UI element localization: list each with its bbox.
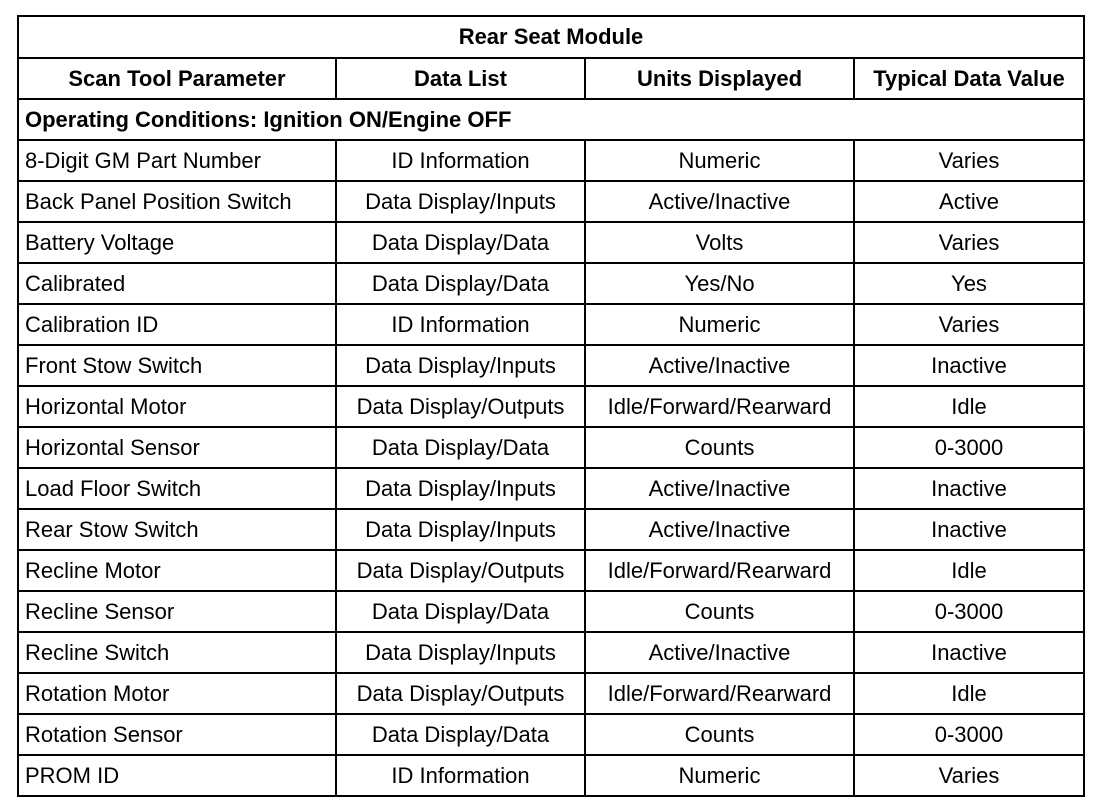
cell-units: Active/Inactive: [584, 510, 853, 549]
table-row: [19, 549, 1083, 590]
cell-units: Active/Inactive: [584, 346, 853, 385]
cell-units: Yes/No: [584, 264, 853, 303]
table-row: [19, 180, 1083, 221]
cell-parameter: Load Floor Switch: [25, 475, 202, 501]
table-row: [19, 467, 1083, 508]
cell-units: Counts: [584, 715, 853, 754]
table-row: [19, 139, 1083, 180]
cell-parameter: Back Panel Position Switch: [25, 188, 292, 214]
header-typical-data-value: Typical Data Value: [853, 59, 1083, 98]
cell-data-list: Data Display/Data: [335, 592, 584, 631]
cell-data-list: Data Display/Data: [335, 264, 584, 303]
cell-parameter: Recline Switch: [25, 639, 170, 665]
cell-parameter: Recline Sensor: [25, 598, 175, 624]
cell-units: Numeric: [584, 141, 853, 180]
table-row: [19, 631, 1083, 672]
table-row: [19, 672, 1083, 713]
cell-typical-value: 0-3000: [853, 715, 1083, 754]
cell-units: Counts: [584, 428, 853, 467]
cell-parameter: Horizontal Sensor: [25, 434, 200, 460]
cell-typical-value: Inactive: [853, 510, 1083, 549]
cell-units: Active/Inactive: [584, 633, 853, 672]
cell-units: Numeric: [584, 305, 853, 344]
cell-typical-value: Idle: [853, 674, 1083, 713]
table-row: [19, 344, 1083, 385]
cell-data-list: Data Display/Outputs: [335, 387, 584, 426]
table-row: [19, 713, 1083, 754]
cell-units: Idle/Forward/Rearward: [584, 674, 853, 713]
data-table: [17, 15, 1085, 797]
cell-data-list: ID Information: [335, 756, 584, 795]
cell-typical-value: Inactive: [853, 469, 1083, 508]
cell-data-list: ID Information: [335, 141, 584, 180]
operating-conditions: Operating Conditions: Ignition ON/Engine OFF: [25, 106, 512, 132]
table-row: [19, 508, 1083, 549]
cell-parameter: Battery Voltage: [25, 229, 175, 255]
cell-units: Active/Inactive: [584, 182, 853, 221]
cell-typical-value: Inactive: [853, 633, 1083, 672]
cell-data-list: Data Display/Outputs: [335, 674, 584, 713]
cell-units: Idle/Forward/Rearward: [584, 551, 853, 590]
cell-typical-value: Idle: [853, 387, 1083, 426]
cell-units: Idle/Forward/Rearward: [584, 387, 853, 426]
table-row: [19, 754, 1083, 795]
cell-units: Counts: [584, 592, 853, 631]
cell-data-list: Data Display/Inputs: [335, 182, 584, 221]
table-row: [19, 590, 1083, 631]
cell-units: Numeric: [584, 756, 853, 795]
cell-data-list: Data Display/Data: [335, 223, 584, 262]
cell-typical-value: Idle: [853, 551, 1083, 590]
cell-typical-value: Active: [853, 182, 1083, 221]
cell-data-list: ID Information: [335, 305, 584, 344]
cell-data-list: Data Display/Inputs: [335, 510, 584, 549]
cell-parameter: Calibration ID: [25, 311, 159, 337]
cell-typical-value: Varies: [853, 223, 1083, 262]
cell-parameter: Rear Stow Switch: [25, 516, 199, 542]
cell-data-list: Data Display/Data: [335, 715, 584, 754]
cell-data-list: Data Display/Data: [335, 428, 584, 467]
table-title-row: [19, 17, 1083, 57]
cell-typical-value: Varies: [853, 141, 1083, 180]
cell-data-list: Data Display/Outputs: [335, 551, 584, 590]
cell-typical-value: Varies: [853, 305, 1083, 344]
cell-parameter: Rotation Sensor: [25, 721, 183, 747]
cell-typical-value: Yes: [853, 264, 1083, 303]
cell-parameter: Horizontal Motor: [25, 393, 187, 419]
cell-parameter: 8-Digit GM Part Number: [25, 147, 261, 173]
header-row: [19, 57, 1083, 98]
cell-units: Volts: [584, 223, 853, 262]
table-title: Rear Seat Module: [458, 24, 644, 49]
table-row: [19, 385, 1083, 426]
table-row: [19, 262, 1083, 303]
table-row: [19, 303, 1083, 344]
header-data-list: Data List: [335, 59, 584, 98]
cell-parameter: Front Stow Switch: [25, 352, 203, 378]
operating-conditions-row: [19, 98, 1083, 139]
header-scan-tool-parameter: Scan Tool Parameter: [68, 65, 286, 91]
cell-data-list: Data Display/Inputs: [335, 469, 584, 508]
cell-typical-value: 0-3000: [853, 428, 1083, 467]
cell-typical-value: Inactive: [853, 346, 1083, 385]
cell-data-list: Data Display/Inputs: [335, 633, 584, 672]
table-row: [19, 426, 1083, 467]
cell-typical-value: Varies: [853, 756, 1083, 795]
cell-data-list: Data Display/Inputs: [335, 346, 584, 385]
cell-parameter: PROM ID: [25, 762, 120, 788]
cell-typical-value: 0-3000: [853, 592, 1083, 631]
header-units-displayed: Units Displayed: [584, 59, 853, 98]
cell-parameter: Recline Motor: [25, 557, 161, 583]
cell-parameter: Calibrated: [25, 270, 126, 296]
cell-parameter: Rotation Motor: [25, 680, 170, 706]
cell-units: Active/Inactive: [584, 469, 853, 508]
table-row: [19, 221, 1083, 262]
